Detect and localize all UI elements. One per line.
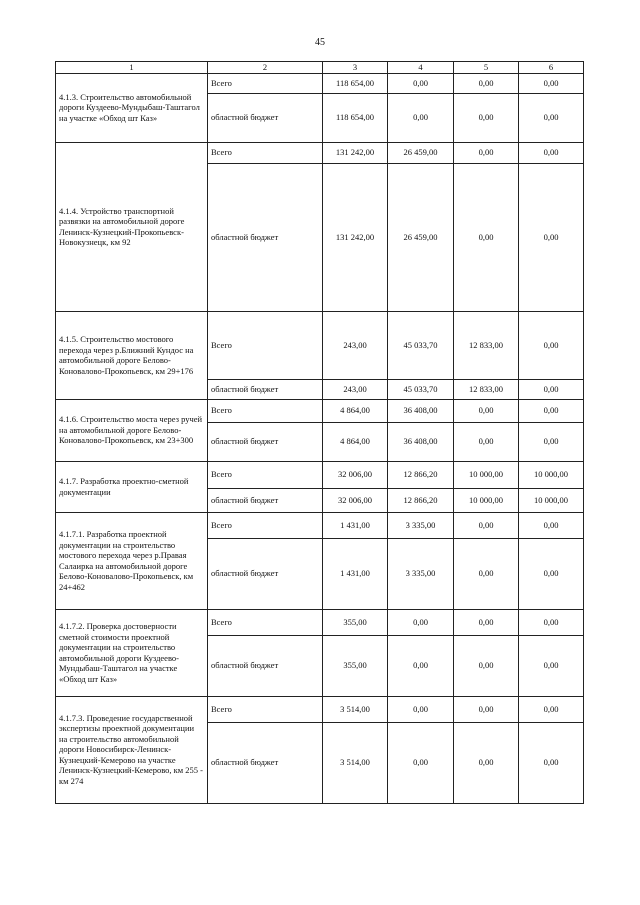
amount-cell: 355,00 (323, 635, 388, 696)
amount-cell: 0,00 (454, 93, 519, 142)
column-header: 5 (454, 62, 519, 74)
item-name: 4.1.7.1. Разработка проектной документации на строительство мостового перехода через р.Правая Салаирка на автомобильной дороге Белово-Коновалово-Прокопьевск, км 24+462 (56, 512, 208, 609)
amount-cell: 12 866,20 (388, 488, 454, 512)
amount-cell: 0,00 (519, 163, 584, 311)
item-name: 4.1.3. Строительство автомобильной дороги Куздеево-Мундыбаш-Таштагол на участке «Обход шт Каз» (56, 73, 208, 142)
amount-cell: 10 000,00 (519, 461, 584, 488)
amount-cell: 10 000,00 (454, 488, 519, 512)
amount-cell: 3 335,00 (388, 538, 454, 609)
amount-cell: 32 006,00 (323, 461, 388, 488)
funding-source: Всего (208, 696, 323, 722)
column-header: 2 (208, 62, 323, 74)
funding-source: областной бюджет (208, 722, 323, 803)
amount-cell: 3 335,00 (388, 512, 454, 538)
item-name: 4.1.7.2. Проверка достоверности сметной стоимости проектной документации на строительство автомобильной дороги Куздеево-Мундыбаш-Таштагол на участке «Обход шт Каз» (56, 609, 208, 696)
amount-cell: 131 242,00 (323, 163, 388, 311)
amount-cell: 243,00 (323, 311, 388, 379)
amount-cell: 118 654,00 (323, 93, 388, 142)
funding-source: областной бюджет (208, 635, 323, 696)
amount-cell: 36 408,00 (388, 422, 454, 461)
budget-table (55, 61, 584, 804)
item-name: 4.1.7. Разработка проектно-сметной документации (56, 461, 208, 512)
funding-source: Всего (208, 142, 323, 163)
amount-cell: 0,00 (454, 609, 519, 635)
amount-cell: 0,00 (388, 73, 454, 93)
amount-cell: 0,00 (519, 538, 584, 609)
amount-cell: 0,00 (519, 696, 584, 722)
amount-cell: 3 514,00 (323, 722, 388, 803)
item-name: 4.1.4. Устройство транспортной развязки на автомобильной дороге Ленинск-Кузнецкий-Прокопьевск-Новокузнецк, км 92 (56, 142, 208, 311)
amount-cell: 26 459,00 (388, 163, 454, 311)
amount-cell: 45 033,70 (388, 379, 454, 399)
amount-cell: 0,00 (519, 609, 584, 635)
amount-cell: 12 866,20 (388, 461, 454, 488)
table-row (56, 73, 584, 93)
amount-cell: 0,00 (388, 635, 454, 696)
funding-source: областной бюджет (208, 538, 323, 609)
table-row (56, 512, 584, 538)
funding-source: областной бюджет (208, 379, 323, 399)
funding-source: областной бюджет (208, 163, 323, 311)
amount-cell: 0,00 (454, 722, 519, 803)
amount-cell: 26 459,00 (388, 142, 454, 163)
item-name: 4.1.5. Строительство мостового перехода через р.Ближний Кундос на автомобильной дороге Белово-Коновалово-Прокопьевск, км 29+176 (56, 311, 208, 399)
amount-cell: 0,00 (388, 93, 454, 142)
amount-cell: 0,00 (454, 696, 519, 722)
amount-cell: 0,00 (519, 422, 584, 461)
table-row (56, 311, 584, 379)
amount-cell: 0,00 (519, 635, 584, 696)
column-header: 6 (519, 62, 584, 74)
funding-source: Всего (208, 461, 323, 488)
amount-cell: 1 431,00 (323, 512, 388, 538)
table-row (56, 461, 584, 488)
amount-cell: 0,00 (454, 142, 519, 163)
amount-cell: 0,00 (519, 93, 584, 142)
amount-cell: 4 864,00 (323, 422, 388, 461)
amount-cell: 0,00 (454, 73, 519, 93)
table-row (56, 142, 584, 163)
amount-cell: 118 654,00 (323, 73, 388, 93)
amount-cell: 0,00 (519, 722, 584, 803)
amount-cell: 4 864,00 (323, 399, 388, 422)
item-name: 4.1.7.3. Проведение государственной экспертизы проектной документации на строительство автомобильной дороги Новосибирск-Ленинск-Кузнецкий-Кемерово на участке Ленинск-Кузнецкий-Кемерово, км 255 - км 274 (56, 696, 208, 803)
amount-cell: 0,00 (519, 512, 584, 538)
amount-cell: 0,00 (519, 379, 584, 399)
table-row (56, 399, 584, 422)
amount-cell: 0,00 (454, 512, 519, 538)
amount-cell: 0,00 (388, 722, 454, 803)
amount-cell: 0,00 (454, 635, 519, 696)
page-number: 45 (315, 37, 325, 48)
column-header: 4 (388, 62, 454, 74)
amount-cell: 243,00 (323, 379, 388, 399)
amount-cell: 12 833,00 (454, 311, 519, 379)
funding-source: областной бюджет (208, 93, 323, 142)
amount-cell: 0,00 (454, 538, 519, 609)
funding-source: Всего (208, 311, 323, 379)
amount-cell: 0,00 (388, 696, 454, 722)
column-header: 1 (56, 62, 208, 74)
funding-source: Всего (208, 609, 323, 635)
funding-source: областной бюджет (208, 422, 323, 461)
funding-source: Всего (208, 512, 323, 538)
item-name: 4.1.6. Строительство моста через ручей на автомобильной дороге Белово-Коновалово-Прокопьевск, км 23+300 (56, 399, 208, 461)
amount-cell: 0,00 (519, 399, 584, 422)
funding-source: областной бюджет (208, 488, 323, 512)
amount-cell: 0,00 (454, 163, 519, 311)
amount-cell: 131 242,00 (323, 142, 388, 163)
header-row (56, 62, 584, 74)
table-row (56, 696, 584, 722)
amount-cell: 0,00 (454, 422, 519, 461)
amount-cell: 10 000,00 (519, 488, 584, 512)
amount-cell: 1 431,00 (323, 538, 388, 609)
amount-cell: 3 514,00 (323, 696, 388, 722)
amount-cell: 0,00 (519, 73, 584, 93)
amount-cell: 12 833,00 (454, 379, 519, 399)
amount-cell: 355,00 (323, 609, 388, 635)
amount-cell: 45 033,70 (388, 311, 454, 379)
amount-cell: 0,00 (519, 142, 584, 163)
column-header: 3 (323, 62, 388, 74)
funding-source: Всего (208, 399, 323, 422)
amount-cell: 0,00 (454, 399, 519, 422)
amount-cell: 32 006,00 (323, 488, 388, 512)
amount-cell: 10 000,00 (454, 461, 519, 488)
table-row (56, 609, 584, 635)
amount-cell: 36 408,00 (388, 399, 454, 422)
amount-cell: 0,00 (388, 609, 454, 635)
funding-source: Всего (208, 73, 323, 93)
amount-cell: 0,00 (519, 311, 584, 379)
